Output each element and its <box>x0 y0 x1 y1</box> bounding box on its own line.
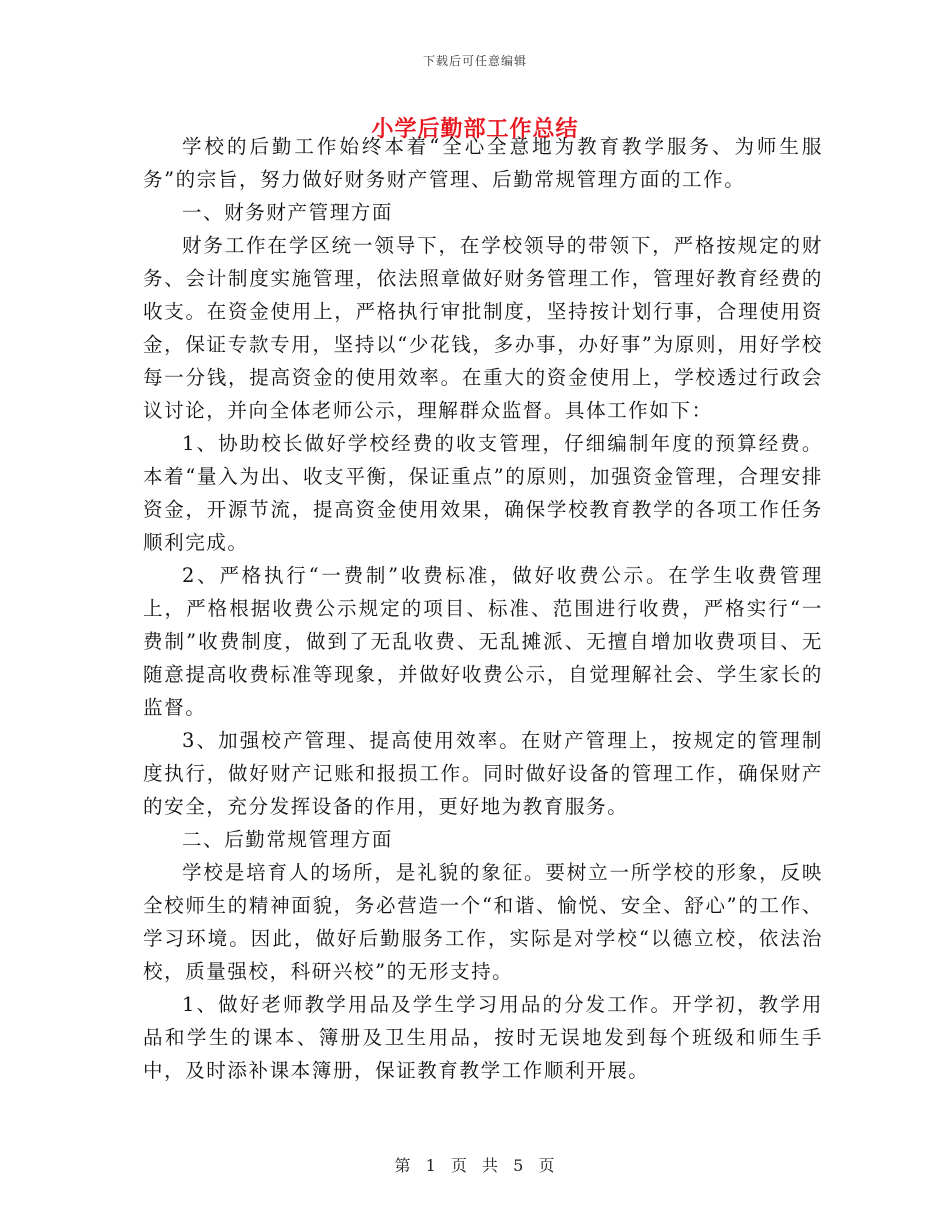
page-footer <box>0 1153 950 1176</box>
paragraph-finance-item-3: 3、加强校产管理、提高使用效率。在财产管理上，按规定的管理制度执行，做好财产记账和报损工作。同时做好设备的管理工作，确保财产的安全，充分发挥设备的作用，更好地为教育服务。 <box>143 729 823 818</box>
paragraph-logistics-item-1: 1、做好老师教学用品及学生学习用品的分发工作。开学初，教学用品和学生的课本、簿册及卫生用品，按时无误地发到每个班级和师生手中，及时添补课本簿册，保证教育教学工作顺利开展。 <box>143 993 823 1082</box>
paragraph-finance-item-1: 1、协助校长做好学校经费的收支管理，仔细编制年度的预算经费。本着“量入为出、收支平衡，保证重点”的原则，加强资金管理，合理安排资金，开源节流，提高资金使用效果，确保学校教育教学的各项工作任务顺利完成。 <box>143 432 823 554</box>
paragraph-finance-overview: 财务工作在学区统一领导下，在学校领导的带领下，严格按规定的财务、会计制度实施管理，依法照章做好财务管理工作，管理好教育经费的收支。在资金使用上，严格执行审批制度，坚持按计划行事，合理使用资金，保证专款专用，坚持以“少花钱，多办事，办好事”为原则，用好学校每一分钱，提高资金的使用效率。在重大的资金使用上，学校透过行政会议讨论，并向全体老师公示，理解群众监督。具体工作如下： <box>143 234 823 422</box>
section-heading-finance: 一、财务财产管理方面 <box>182 201 394 224</box>
header-note: 下载后可任意编辑 <box>422 54 527 68</box>
footer-prefix: 第 <box>394 1156 412 1175</box>
section-heading-logistics: 二、后勤常规管理方面 <box>182 828 394 851</box>
footer-total-pages: 5 <box>513 1156 525 1175</box>
footer-current-page: 1 <box>425 1156 437 1175</box>
document-title: 小学后勤部工作总结 <box>371 116 579 142</box>
paragraph-logistics-overview: 学校是培育人的场所，是礼貌的象征。要树立一所学校的形象，反映全校师生的精神面貌，务必营造一个“和谐、愉悦、安全、舒心”的工作、学习环境。因此，做好后勤服务工作，实际是对学校“以德立校，依法治校，质量强校，科研兴校”的无形支持。 <box>143 861 823 983</box>
footer-page-word: 页 <box>450 1156 468 1175</box>
paragraph-finance-item-2: 2、严格执行“一费制”收费标准，做好收费公示。在学生收费管理上，严格根据收费公示规定的项目、标准、范围进行收费，严格实行“一费制”收费制度，做到了无乱收费、无乱摊派、无擅自增加收费项目、无随意提高收费标准等现象，并做好收费公示，自觉理解社会、学生家长的监督。 <box>143 564 823 719</box>
footer-suffix: 页 <box>538 1156 556 1175</box>
footer-total-word: 共 <box>482 1156 500 1175</box>
document-body <box>143 130 823 1087</box>
paragraph-intro: 学校的后勤工作始终本着“全心全意地为教育教学服务、为师生服务”的宗旨，努力做好财务财产管理、后勤常规管理方面的工作。 <box>143 135 823 191</box>
